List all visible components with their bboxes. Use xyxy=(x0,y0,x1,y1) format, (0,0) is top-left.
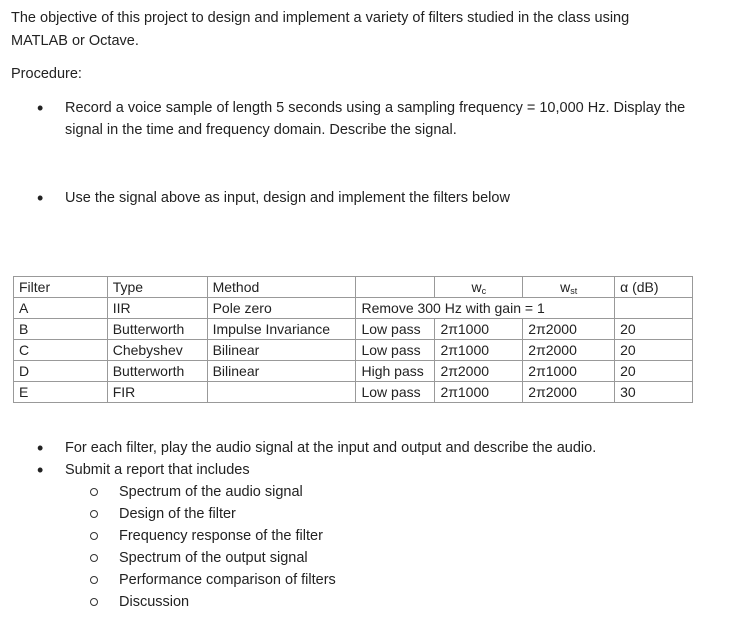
circle-bullet-icon xyxy=(90,554,98,562)
bullet-record-line-1: Record a voice sample of length 5 seconds using a sampling frequency = 10,000 Hz. Display the xyxy=(65,100,686,116)
cell-method: Bilinear xyxy=(207,361,356,382)
report-item: Frequency response of the filter xyxy=(119,528,323,544)
cell-filter: C xyxy=(14,340,108,361)
cell-filter: D xyxy=(14,361,108,382)
cell-wc: 2π1000 xyxy=(435,319,523,340)
table-row xyxy=(14,382,693,403)
bullet-dot: • xyxy=(37,438,44,458)
cell-type: Chebyshev xyxy=(107,340,207,361)
cell-alpha: 20 xyxy=(615,361,693,382)
intro-line-1: The objective of this project to design and implement a variety of filters studied in the class using xyxy=(11,10,630,26)
cell-span: Remove 300 Hz with gain = 1 xyxy=(356,298,615,319)
header-method: Method xyxy=(207,277,356,298)
cell-method: Impulse Invariance xyxy=(207,319,356,340)
cell-type: FIR xyxy=(107,382,207,403)
cell-type: Butterworth xyxy=(107,361,207,382)
cell-wc: 2π1000 xyxy=(435,382,523,403)
cell-method: Bilinear xyxy=(207,340,356,361)
table-header-row xyxy=(14,277,693,298)
cell-wst: 2π2000 xyxy=(523,340,615,361)
bullet-submit-report: Submit a report that includes xyxy=(65,462,250,478)
circle-bullet-icon xyxy=(90,510,98,518)
circle-bullet-icon xyxy=(90,488,98,496)
cell-alpha: 30 xyxy=(615,382,693,403)
report-item: Discussion xyxy=(119,594,190,610)
header-alpha: α (dB) xyxy=(615,277,693,298)
bullet-dot: • xyxy=(37,460,44,480)
cell-pass: Low pass xyxy=(356,340,435,361)
cell-filter: A xyxy=(14,298,108,319)
report-item: Spectrum of the audio signal xyxy=(119,484,303,500)
report-item: Performance comparison of filters xyxy=(119,572,336,588)
intro-paragraph xyxy=(11,7,711,53)
cell-wc: 2π1000 xyxy=(435,340,523,361)
bullet-dot: • xyxy=(37,98,44,118)
header-wc: $w_c$ xyxy=(435,277,523,298)
cell-pass: Low pass xyxy=(356,382,435,403)
cell-type: Butterworth xyxy=(107,319,207,340)
cell-wst: 2π2000 xyxy=(523,382,615,403)
cell-filter: E xyxy=(14,382,108,403)
bullet-record-line-2: signal in the time and frequency domain. Describe the signal. xyxy=(65,122,457,138)
table-row xyxy=(14,340,693,361)
cell-filter: B xyxy=(14,319,108,340)
circle-bullet-icon xyxy=(90,532,98,540)
cell-alpha: 20 xyxy=(615,319,693,340)
bullet-use-signal: Use the signal above as input, design and implement the filters below xyxy=(65,190,510,206)
cell-wst: 2π1000 xyxy=(523,361,615,382)
cell-type: IIR xyxy=(107,298,207,319)
report-item: Spectrum of the output signal xyxy=(119,550,308,566)
cell-alpha xyxy=(615,298,693,319)
table-row xyxy=(14,361,693,382)
procedure-label: Procedure: xyxy=(11,66,82,82)
report-item: Design of the filter xyxy=(119,506,236,522)
filter-table xyxy=(13,276,693,403)
cell-method xyxy=(207,382,356,403)
cell-method: Pole zero xyxy=(207,298,356,319)
cell-alpha: 20 xyxy=(615,340,693,361)
bullet-play-audio: For each filter, play the audio signal at the input and output and describe the audio. xyxy=(65,440,597,456)
table-row xyxy=(14,319,693,340)
circle-bullet-icon xyxy=(90,598,98,606)
cell-wst: 2π2000 xyxy=(523,319,615,340)
header-type: Type xyxy=(107,277,207,298)
circle-bullet-icon xyxy=(90,576,98,584)
cell-pass: Low pass xyxy=(356,319,435,340)
header-filter: Filter xyxy=(14,277,108,298)
intro-line-2: MATLAB or Octave. xyxy=(11,33,139,49)
cell-wc: 2π2000 xyxy=(435,361,523,382)
table-row xyxy=(14,298,693,319)
bullet-dot: • xyxy=(37,188,44,208)
bullet-record xyxy=(65,97,685,141)
cell-pass: High pass xyxy=(356,361,435,382)
header-blank xyxy=(356,277,435,298)
header-wst: $w_{st}$ xyxy=(523,277,615,298)
